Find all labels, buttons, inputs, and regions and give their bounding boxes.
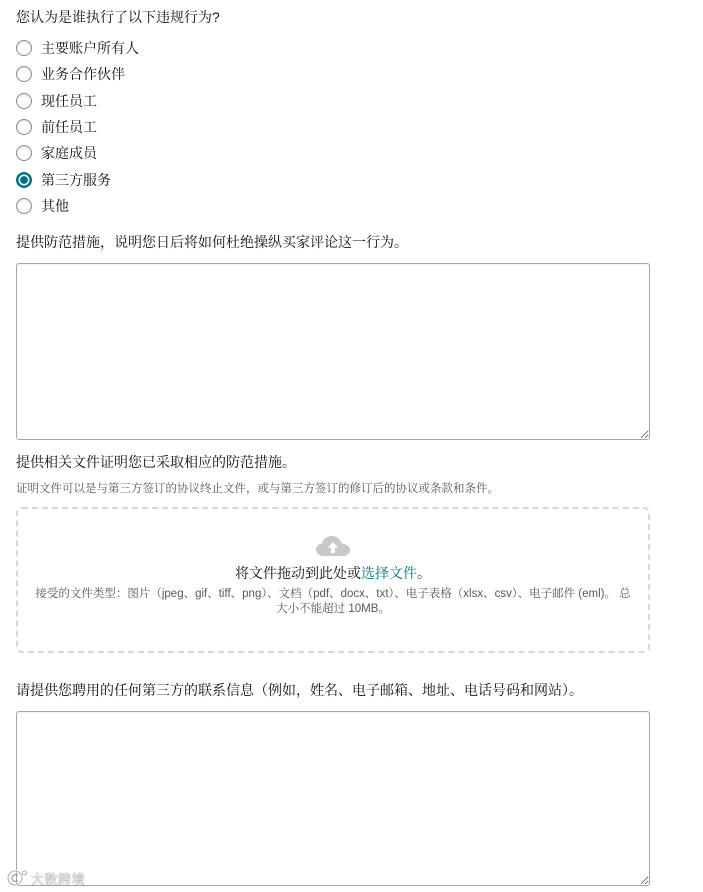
radio-option-other[interactable]: [16, 193, 416, 219]
radio-label: 现任员工: [41, 92, 97, 109]
violator-radio-group: [16, 35, 416, 219]
radio-option-current-employee[interactable]: [16, 88, 416, 114]
violator-question-label: 您认为是谁执行了以下违规行为?: [16, 9, 220, 25]
radio-option-primary-account-owner[interactable]: [16, 35, 416, 61]
radio-button[interactable]: [16, 40, 32, 56]
documents-label: 提供相关文件证明您已采取相应的防范措施。: [16, 454, 296, 470]
radio-label: 主要账户所有人: [41, 40, 139, 57]
radio-label: 业务合作伙伴: [41, 66, 125, 83]
dropzone-prompt-suffix: 。: [417, 565, 431, 581]
radio-option-former-employee[interactable]: [16, 114, 416, 140]
watermark-logo-icon: [6, 869, 28, 887]
prevention-measures-textarea[interactable]: [16, 263, 650, 440]
radio-button[interactable]: [16, 172, 32, 188]
third-party-contact-label: 请提供您聘用的任何第三方的联系信息（例如，姓名、电子邮箱、地址、电话号码和网站）。: [16, 682, 583, 698]
choose-file-link[interactable]: 选择文件: [361, 565, 417, 581]
radio-button[interactable]: [16, 119, 32, 135]
radio-button[interactable]: [16, 66, 32, 82]
radio-option-business-partner[interactable]: [16, 61, 416, 87]
radio-label: 其他: [41, 198, 69, 215]
radio-label: 第三方服务: [41, 171, 111, 188]
prevention-measures-label: 提供防范措施，说明您日后将如何杜绝操纵买家评论这一行为。: [16, 234, 408, 250]
radio-label: 前任员工: [41, 119, 97, 136]
radio-button[interactable]: [16, 145, 32, 161]
third-party-contact-textarea[interactable]: [16, 711, 650, 886]
cloud-upload-icon: [315, 535, 351, 557]
documents-helper-text: 证明文件可以是与第三方签订的协议终止文件，或与第三方签订的修订后的协议或条款和条件。: [16, 483, 499, 495]
dropzone-prompt: [18, 563, 648, 583]
radio-option-third-party-service[interactable]: [16, 167, 416, 193]
radio-button[interactable]: [16, 198, 32, 214]
watermark-text: 大数跨境: [31, 871, 86, 887]
dropzone-prompt-text: 将文件拖动到此处或: [235, 565, 361, 581]
file-dropzone[interactable]: [16, 507, 650, 653]
watermark: [6, 868, 85, 888]
radio-option-family-member[interactable]: [16, 140, 416, 166]
accepted-file-types-text: 接受的文件类型：图片（jpeg、gif、tiff、png）、文档（pdf、docx、txt）、电子表格（xlsx、csv）、电子邮件 (eml)。 总大小不能超过 10MB。: [35, 588, 631, 615]
radio-button[interactable]: [16, 93, 32, 109]
radio-label: 家庭成员: [41, 145, 97, 162]
